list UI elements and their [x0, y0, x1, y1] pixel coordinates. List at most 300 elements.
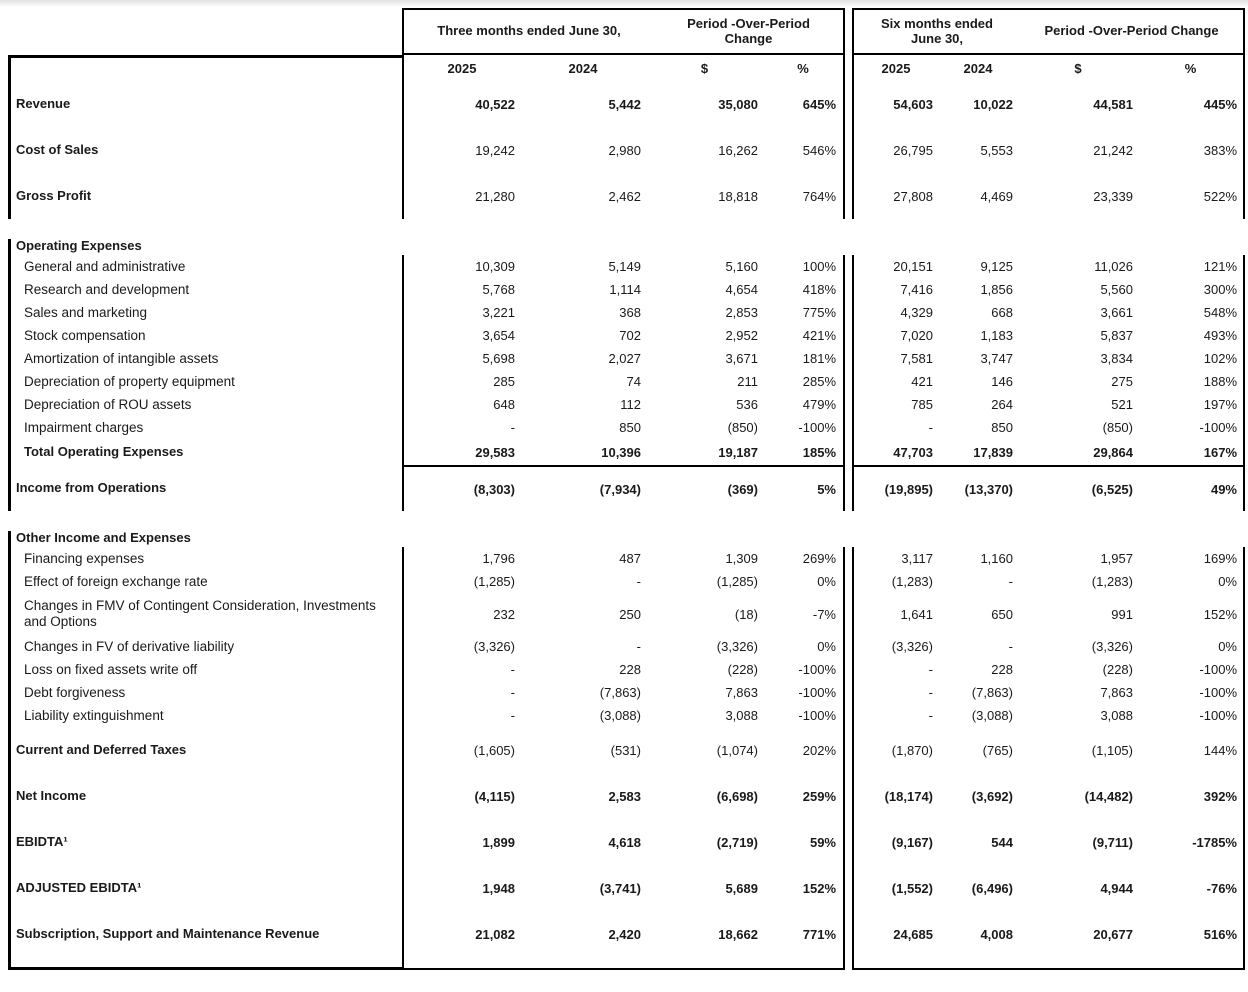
row-label: Net Income [16, 787, 87, 803]
value-cell: 521 [1111, 397, 1133, 412]
table-row [8, 127, 1245, 173]
six-months-values [852, 255, 1245, 278]
value-cell: 4,469 [980, 188, 1013, 204]
block-gap [845, 278, 852, 301]
row-label-cell [8, 547, 402, 570]
row-label-cell [8, 370, 402, 393]
value-cell: 645% [802, 96, 836, 112]
six-months-values [852, 865, 1245, 911]
value-cell: (7,934) [599, 481, 641, 497]
value-cell: - [928, 420, 933, 435]
row-label: Debt forgiveness [24, 684, 126, 700]
value-cell: (14,482) [1084, 788, 1133, 804]
block-gap [845, 255, 852, 278]
value-cell: 24,685 [893, 926, 933, 942]
value-cell: 3,088 [725, 708, 758, 723]
value-cell: 169% [1203, 551, 1237, 566]
value-cell: 19,187 [718, 444, 758, 460]
financial-table [8, 8, 1245, 970]
value-cell: 21,242 [1093, 142, 1133, 158]
value-cell: - [510, 685, 515, 700]
row-label: Changes in FMV of Contingent Consideration, Investments and Options [24, 598, 376, 629]
value-cell: 152% [1203, 606, 1237, 622]
six-months-values [852, 81, 1245, 127]
value-cell: (3,326) [1091, 639, 1133, 654]
table-row [8, 704, 1245, 727]
three-months-values [402, 704, 845, 727]
value-cell: 188% [1203, 374, 1237, 389]
row-label: Subscription, Support and Maintenance Revenue [16, 925, 320, 941]
row-label: Stock compensation [24, 327, 146, 343]
value-cell: 18,662 [718, 926, 758, 942]
value-cell: 4,008 [980, 926, 1013, 942]
row-label-cell [8, 127, 402, 173]
value-cell: 479% [802, 397, 836, 412]
row-label-cell [8, 570, 402, 593]
value-cell: (765) [982, 742, 1013, 758]
row-label: Income from Operations [16, 479, 167, 495]
value-cell: (850) [727, 420, 758, 435]
value-cell: - [1008, 639, 1013, 654]
table-row [8, 511, 1245, 547]
three-months-values [402, 593, 845, 635]
value-cell: 445% [1203, 96, 1237, 112]
value-cell: 702 [619, 328, 641, 343]
value-cell: -100% [1199, 685, 1237, 700]
value-cell: (13,370) [964, 481, 1013, 497]
value-cell: (6,496) [971, 880, 1013, 896]
value-cell: -76% [1206, 880, 1237, 896]
block-gap [845, 911, 852, 957]
table-row [8, 416, 1245, 439]
value-cell: 10,309 [475, 259, 515, 274]
value-cell: 259% [802, 788, 836, 804]
table-row [8, 301, 1245, 324]
value-cell: (9,711) [1092, 834, 1133, 850]
row-label-cell [8, 593, 402, 635]
value-cell: 771% [802, 926, 836, 942]
three-months-values [402, 278, 845, 301]
row-label-cell [8, 635, 402, 658]
row-label-cell [8, 819, 402, 865]
three-months-subheader [402, 55, 845, 81]
value-cell: -7% [812, 606, 836, 622]
value-cell: (1,552) [891, 880, 933, 896]
value-cell: 1,183 [980, 328, 1013, 343]
block-gap [845, 55, 852, 81]
value-cell: 20,677 [1093, 926, 1133, 942]
value-cell: (7,863) [599, 685, 641, 700]
value-cell: (3,326) [891, 639, 933, 654]
value-cell: (19,895) [884, 481, 933, 497]
block-gap [845, 957, 852, 970]
value-cell: 648 [493, 397, 515, 412]
three-months-values [402, 393, 845, 416]
value-cell: -100% [1199, 708, 1237, 723]
value-cell: (228) [727, 662, 758, 677]
block-gap [845, 81, 852, 127]
value-cell: - [636, 639, 641, 654]
value-cell: (7,863) [971, 685, 1013, 700]
value-cell: 27,808 [893, 188, 933, 204]
value-cell: 1,796 [482, 551, 515, 566]
value-cell: 3,671 [725, 351, 758, 366]
table-row [8, 255, 1245, 278]
value-cell: - [928, 708, 933, 723]
six-months-title: Six months ended June 30, [881, 15, 993, 46]
table-row [8, 819, 1245, 865]
row-label-cell [8, 278, 402, 301]
value-cell: 850 [619, 420, 641, 435]
six-months-values [852, 819, 1245, 865]
table-header-row-groups [8, 8, 1245, 55]
value-cell: 59% [809, 834, 836, 850]
six-months-values [852, 278, 1245, 301]
value-cell: 3,221 [482, 305, 515, 320]
block-gap [845, 704, 852, 727]
col-header-percent: % [1184, 60, 1197, 76]
three-months-title: Three months ended June 30, [437, 23, 621, 39]
value-cell: 11,026 [1094, 259, 1133, 274]
six-months-values [852, 393, 1245, 416]
row-label-cell [8, 81, 402, 127]
three-months-values [402, 255, 845, 278]
block-gap [845, 370, 852, 393]
value-cell: 49% [1210, 481, 1237, 497]
row-label-cell [8, 658, 402, 681]
value-cell: 202% [802, 742, 836, 758]
value-cell: (18) [734, 606, 758, 622]
value-cell: 16,262 [718, 142, 758, 158]
row-label: Cost of Sales [16, 141, 99, 157]
three-months-values [402, 81, 845, 127]
value-cell: 10,022 [973, 96, 1013, 112]
three-months-values [402, 570, 845, 593]
row-label: Effect of foreign exchange rate [24, 573, 208, 589]
row-label: Depreciation of ROU assets [24, 396, 192, 412]
value-cell: 197% [1203, 397, 1237, 412]
six-months-values [852, 324, 1245, 347]
value-cell: -1785% [1192, 834, 1237, 850]
three-months-values [402, 773, 845, 819]
value-cell: (3,741) [599, 880, 641, 896]
table-body [8, 81, 1245, 970]
table-row [8, 727, 1245, 773]
row-label: Loss on fixed assets write off [24, 661, 198, 677]
three-months-values [402, 127, 845, 173]
table-row [8, 278, 1245, 301]
value-cell: 421% [802, 328, 836, 343]
three-months-values [402, 324, 845, 347]
six-months-values [852, 911, 1245, 957]
value-cell: 185% [802, 444, 836, 460]
value-cell: 7,416 [900, 282, 933, 297]
row-label-cell [8, 439, 402, 465]
six-months-values [852, 658, 1245, 681]
three-months-values [402, 547, 845, 570]
table-row [8, 957, 1245, 970]
six-months-values [852, 439, 1245, 465]
value-cell: 487 [619, 551, 641, 566]
six-months-change-title: Period -Over-Period Change [1044, 23, 1219, 39]
value-cell: 418% [802, 282, 836, 297]
value-cell: 3,661 [1100, 305, 1133, 320]
value-cell: 1,641 [900, 606, 933, 622]
value-cell: 7,863 [725, 685, 758, 700]
six-months-values [852, 127, 1245, 173]
value-cell: 275 [1111, 374, 1133, 389]
table-row [8, 465, 1245, 511]
value-cell: - [928, 662, 933, 677]
value-cell: 764% [802, 188, 836, 204]
value-cell: 250 [619, 606, 641, 622]
block-gap [845, 547, 852, 570]
value-cell: 493% [1203, 328, 1237, 343]
value-cell: 522% [1203, 188, 1237, 204]
table-row [8, 681, 1245, 704]
value-cell: (3,326) [716, 639, 758, 654]
block-gap [845, 439, 852, 465]
three-months-values [402, 465, 845, 511]
value-cell: 0% [1218, 639, 1237, 654]
value-cell: 102% [1203, 351, 1237, 366]
table-row [8, 324, 1245, 347]
value-cell: 2,952 [725, 328, 758, 343]
value-cell: -100% [798, 420, 836, 435]
value-cell: 10,396 [601, 444, 641, 460]
row-label-cell [8, 681, 402, 704]
value-cell: 392% [1203, 788, 1237, 804]
value-cell: -100% [798, 685, 836, 700]
block-gap [845, 8, 852, 55]
value-cell: (1,074) [716, 742, 758, 758]
six-months-values [852, 547, 1245, 570]
value-cell: -100% [1199, 662, 1237, 677]
block-gap [845, 727, 852, 773]
six-months-values [852, 681, 1245, 704]
col-header-dollar: $ [700, 60, 709, 76]
row-label-cell [8, 416, 402, 439]
table-row [8, 773, 1245, 819]
table-row [8, 570, 1245, 593]
three-months-values [402, 957, 845, 970]
value-cell: 47,703 [893, 444, 933, 460]
three-months-values [402, 911, 845, 957]
value-cell: (3,088) [971, 708, 1013, 723]
value-cell: (3,692) [971, 788, 1013, 804]
table-row [8, 593, 1245, 635]
value-cell: 4,654 [725, 282, 758, 297]
table-row [8, 173, 1245, 219]
three-months-values [402, 865, 845, 911]
value-cell: 544 [991, 834, 1013, 850]
value-cell: 1,309 [725, 551, 758, 566]
value-cell: -100% [1199, 420, 1237, 435]
row-label: Financing expenses [24, 550, 145, 566]
value-cell: 1,114 [609, 282, 641, 297]
row-label: Impairment charges [24, 419, 144, 435]
value-cell: 20,151 [893, 259, 933, 274]
value-cell: 300% [1203, 282, 1237, 297]
value-cell: 668 [991, 305, 1013, 320]
six-months-header-block [852, 8, 1245, 55]
value-cell: 5,553 [980, 142, 1013, 158]
six-months-values [852, 173, 1245, 219]
three-months-header-block [402, 8, 845, 55]
value-cell: 3,117 [901, 551, 933, 566]
value-cell: (3,088) [599, 708, 641, 723]
value-cell: 1,160 [980, 551, 1013, 566]
table-row [8, 547, 1245, 570]
value-cell: (1,105) [1091, 742, 1133, 758]
block-gap [845, 173, 852, 219]
value-cell: -100% [798, 662, 836, 677]
value-cell: 383% [1203, 142, 1237, 158]
value-cell: 146 [991, 374, 1013, 389]
three-months-values [402, 416, 845, 439]
table-row [8, 219, 1245, 255]
page-top-fade [0, 0, 1248, 7]
value-cell: 5,689 [725, 880, 758, 896]
value-cell: 285% [802, 374, 836, 389]
three-months-values [402, 635, 845, 658]
value-cell: 23,339 [1093, 188, 1133, 204]
value-cell: 44,581 [1093, 96, 1133, 112]
value-cell: 54,603 [893, 96, 933, 112]
col-header-2025: 2025 [881, 60, 911, 76]
table-row [8, 370, 1245, 393]
value-cell: 536 [736, 397, 758, 412]
value-cell: 991 [1111, 606, 1133, 622]
value-cell: 21,082 [475, 926, 515, 942]
table-row [8, 393, 1245, 416]
row-label: Other Income and Expenses [16, 530, 191, 546]
block-gap [845, 393, 852, 416]
row-label: Revenue [16, 95, 71, 111]
value-cell: 1,957 [1100, 551, 1133, 566]
three-months-values [402, 370, 845, 393]
value-cell: 5,560 [1100, 282, 1133, 297]
three-months-values [402, 681, 845, 704]
block-gap [845, 570, 852, 593]
value-cell: (4,115) [474, 788, 515, 804]
value-cell: 3,834 [1100, 351, 1133, 366]
value-cell: 2,853 [725, 305, 758, 320]
six-months-values [852, 773, 1245, 819]
value-cell: 5,442 [608, 96, 641, 112]
row-label: Operating Expenses [16, 238, 142, 254]
value-cell: 40,522 [475, 96, 515, 112]
value-cell: 7,020 [900, 328, 933, 343]
value-cell: 5,768 [482, 282, 515, 297]
value-cell: - [1008, 574, 1013, 589]
value-cell: 5,160 [725, 259, 758, 274]
value-cell: 2,583 [608, 788, 641, 804]
value-cell: (6,525) [1091, 481, 1133, 497]
row-label-cell [8, 239, 402, 255]
value-cell: 2,462 [608, 188, 641, 204]
row-label-cell [8, 324, 402, 347]
col-header-dollar: $ [1074, 60, 1082, 76]
block-gap [845, 865, 852, 911]
block-gap [845, 658, 852, 681]
value-cell: 4,618 [608, 834, 641, 850]
value-cell: - [928, 685, 933, 700]
value-cell: 368 [619, 305, 641, 320]
table-row [8, 865, 1245, 911]
row-label: Total Operating Expenses [24, 443, 184, 459]
block-gap [845, 635, 852, 658]
block-gap [845, 681, 852, 704]
value-cell: 26,795 [893, 142, 933, 158]
three-months-values [402, 347, 845, 370]
three-months-values [402, 658, 845, 681]
value-cell: 19,242 [475, 142, 515, 158]
six-months-subheader [852, 55, 1245, 81]
value-cell: 650 [991, 606, 1013, 622]
col-header-2024: 2024 [963, 60, 993, 76]
block-gap [845, 773, 852, 819]
value-cell: 5,698 [482, 351, 515, 366]
value-cell: 7,863 [1100, 685, 1133, 700]
value-cell: 74 [626, 374, 641, 389]
row-label-cell [8, 393, 402, 416]
value-cell: 4,944 [1100, 880, 1133, 896]
six-months-values [852, 727, 1245, 773]
block-gap [845, 127, 852, 173]
value-cell: 21,280 [475, 188, 515, 204]
value-cell: 0% [817, 639, 836, 654]
value-cell: - [510, 708, 515, 723]
value-cell: 228 [991, 662, 1013, 677]
block-gap [845, 347, 852, 370]
table-row [8, 658, 1245, 681]
value-cell: 112 [620, 397, 641, 412]
value-cell: 7,581 [900, 351, 933, 366]
row-label-cell [8, 173, 402, 219]
value-cell: 546% [802, 142, 836, 158]
block-gap [845, 819, 852, 865]
three-months-values [402, 819, 845, 865]
row-label-cell [8, 255, 402, 278]
value-cell: 121% [1203, 259, 1237, 274]
row-label-cell [8, 727, 402, 773]
value-cell: 5,837 [1100, 328, 1133, 343]
value-cell: (531) [610, 742, 641, 758]
row-label: Gross Profit [16, 187, 92, 203]
row-label-cell [8, 865, 402, 911]
value-cell: 2,980 [608, 142, 641, 158]
value-cell: 9,125 [980, 259, 1013, 274]
table-row [8, 635, 1245, 658]
value-cell: 18,818 [718, 188, 758, 204]
row-label: EBIDTA¹ [16, 833, 68, 849]
three-months-values [402, 301, 845, 324]
value-cell: 1,899 [482, 834, 515, 850]
value-cell: 2,027 [608, 351, 641, 366]
value-cell: 269% [802, 551, 836, 566]
value-cell: (18,174) [884, 788, 933, 804]
value-cell: 17,839 [973, 444, 1013, 460]
value-cell: (1,605) [473, 742, 515, 758]
value-cell: 775% [802, 305, 836, 320]
value-cell: 152% [802, 880, 836, 896]
table-row [8, 439, 1245, 465]
value-cell: 264 [991, 397, 1013, 412]
value-cell: 1,856 [980, 282, 1013, 297]
value-cell: (9,167) [891, 834, 933, 850]
value-cell: 5% [817, 481, 836, 497]
